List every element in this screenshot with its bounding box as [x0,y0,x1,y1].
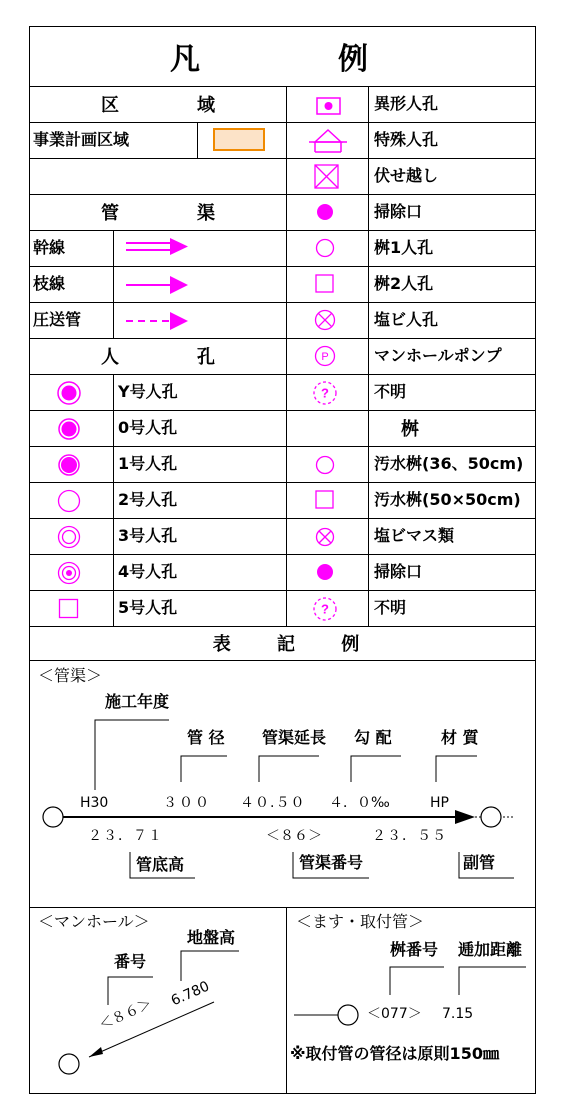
pipe-branch-label: 枝線 [33,274,66,293]
masu2-manhole-label: 桝2人孔 [374,274,434,293]
irregular-manhole-icon [316,96,342,116]
pipe-pressure-label: 圧送管 [33,310,82,329]
pipe-number-value: ＜８６＞ [266,828,322,844]
masu1-manhole-label: 桝1人孔 [374,238,434,257]
material-label: 材 質 [441,728,479,747]
year-value: H30 [80,795,109,811]
pvc-manhole-icon [314,309,336,331]
unknown-icon [312,380,338,406]
irregular-manhole-label: 異形人孔 [374,94,439,113]
manhole-1-label: 1号人孔 [118,454,178,473]
three-manhole-icon [56,524,82,550]
special-manhole-icon [308,128,348,154]
material-value: HP [430,795,449,811]
unknown-label: 不明 [374,382,407,401]
legend-title: 凡 例 [170,42,422,77]
masu-unknown-label: 不明 [374,598,407,617]
manhole-example-title: ＜マンホール＞ [38,912,150,931]
pipe-trunk-label: 幹線 [33,238,66,257]
attach-pipe-note: ※取付管の管径は原則150㎜ [290,1044,499,1063]
zone-header: 区 域 [101,95,245,116]
masu-number-value: ＜077＞ [367,1006,422,1022]
four-manhole-icon [56,560,82,586]
manhole-5-label: 5号人孔 [118,598,178,617]
zone-label: 事業計画区域 [33,130,130,149]
masu-cleanout-label: 掃除口 [374,562,423,581]
single-arrow-icon [124,276,190,294]
sub-pipe-label: 副管 [463,853,496,872]
ground-height-value: 6.780 [168,978,212,1010]
notation-header: 表 記 例 [212,634,380,655]
manhole-number-label: 番号 [114,952,147,971]
svg-text:?: ? [321,601,329,617]
added-distance-value: 7.15 [442,1006,474,1022]
ground-height-label: 地盤高 [187,928,236,947]
double-arrow-icon [124,238,190,256]
manhole-number-value: ＜８６＞ [96,995,155,1034]
manhole-pump-icon [314,345,336,367]
masu-example-title: ＜ます・取付管＞ [296,912,425,931]
masu-cleanout-icon [316,563,334,581]
year-label: 施工年度 [105,692,170,711]
manhole-example-diagram [29,907,286,1094]
length-value: ４０.５０ [240,795,306,811]
slope-value: ４．０‰ [329,795,390,811]
manhole-0-label: 0号人孔 [118,418,178,437]
sewage-masu-square-label: 汚水桝(50×50cm) [374,490,521,509]
special-manhole-label: 特殊人孔 [374,130,439,149]
start-bottom-height-value: ２３．７１ [88,828,163,844]
pipe-example-title: ＜管渠＞ [38,666,103,685]
y-manhole-icon [56,380,82,406]
diameter-value: ３００ [163,795,211,811]
masu2-manhole-icon [315,274,335,294]
two-manhole-icon [56,488,82,514]
sewage-masu-square-icon [315,490,335,510]
pvc-masu-label: 塩ビマス類 [374,526,455,545]
pvc-manhole-label: 塩ビ人孔 [374,310,439,329]
sewage-masu-round-label: 汚水桝(36、50cm) [374,454,524,473]
pipe-header: 管 渠 [101,203,245,224]
cleanout-icon [316,203,334,221]
masu-unknown-icon [312,596,338,622]
length-label: 管渠延長 [262,728,327,747]
manhole-3-label: 3号人孔 [118,526,178,545]
pvc-masu-icon [315,527,335,547]
masu1-manhole-icon [315,238,335,258]
added-distance-label: 逓加距離 [458,940,523,959]
manhole-y-label: Y号人孔 [118,382,178,401]
pipe-number-label: 管渠番号 [299,853,364,872]
zero-manhole-icon [56,416,82,442]
five-manhole-icon [58,598,80,620]
manhole-pump-label: マンホールポンプ [374,346,502,365]
masu-example-diagram [286,907,536,1094]
inverted-siphon-label: 伏せ越し [374,166,439,185]
masu-header: 桝 [401,419,419,440]
manhole-header: 人 孔 [101,347,245,368]
masu-number-label: 桝番号 [390,940,439,959]
zone-swatch [213,128,265,151]
sewage-masu-round-icon [315,455,335,475]
end-bottom-height-value: ２３．５５ [372,828,447,844]
cleanout-label: 掃除口 [374,202,423,221]
bottom-height-label: 管底高 [136,855,185,874]
inverted-siphon-icon [314,164,340,190]
manhole-2-label: 2号人孔 [118,490,178,509]
slope-label: 勾 配 [354,728,392,747]
one-manhole-icon [56,452,82,478]
svg-text:P: P [321,351,329,363]
diameter-label: 管 径 [187,728,225,747]
dashed-arrow-icon [124,312,190,330]
svg-text:?: ? [321,385,329,401]
manhole-4-label: 4号人孔 [118,562,178,581]
